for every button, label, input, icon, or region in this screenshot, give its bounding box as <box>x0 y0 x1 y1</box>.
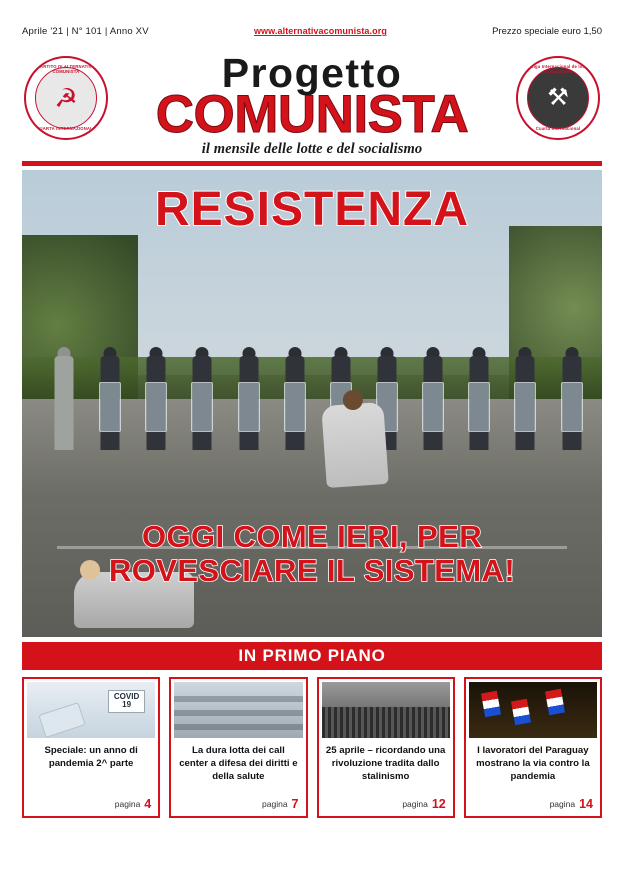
paraguay-protest-flags-photo <box>469 682 597 738</box>
police-officer <box>512 347 538 450</box>
flag-icon <box>481 691 501 717</box>
hero-subheadline-line2: ROVESCIARE IL SISTEMA! <box>108 553 516 589</box>
card-page-ref <box>24 797 158 816</box>
flag-icon <box>545 689 565 715</box>
lit-ci-logo <box>516 56 600 140</box>
police-officer <box>143 347 169 450</box>
card-headline: La dura lotta dei call center a difesa dei diritti e della salute <box>179 745 298 783</box>
page-number: 4 <box>144 797 152 811</box>
logo-outer-ring <box>24 56 108 140</box>
page-word: pagina <box>402 799 428 809</box>
price-label: Prezzo speciale euro 1,50 <box>492 25 602 37</box>
hammer-sickle-icon: ☭ <box>54 83 78 113</box>
issue-date: Aprile '21 | N° 101 | Anno XV <box>22 25 149 37</box>
police-officer <box>236 347 262 450</box>
hero-subheadline-line1: OGGI COME IERI, PER <box>141 518 483 554</box>
page-word: pagina <box>549 799 576 809</box>
police-officer <box>466 347 492 450</box>
title-comunista: COMUNISTA <box>155 84 469 144</box>
logo-outer-ring <box>516 56 600 140</box>
page-number: 7 <box>291 797 299 811</box>
logo-text-bottom: QUARTA INTERNAZIONALE <box>36 126 96 132</box>
hero-photo <box>22 170 602 637</box>
masthead <box>22 50 602 158</box>
masthead-subtitle: il mensile delle lotte e del socialismo <box>201 140 423 157</box>
title-block <box>114 50 510 158</box>
police-officer <box>51 347 77 450</box>
covid-vaccine-vial-photo <box>27 682 155 738</box>
page-word: pagina <box>114 799 141 809</box>
police-officer <box>559 347 585 450</box>
police-officer <box>97 347 123 450</box>
hero-subheadline <box>22 520 602 589</box>
hero-headline: RESISTENZA <box>154 183 470 236</box>
card-page-ref <box>319 797 453 816</box>
title-progetto: Progetto <box>221 50 403 96</box>
featured-card[interactable] <box>464 677 602 818</box>
featured-card[interactable] <box>169 677 307 818</box>
logo-text-top: Liga Internacional de los Trabajadores <box>530 64 586 74</box>
website-link[interactable]: www.alternativacomunista.org <box>253 26 387 36</box>
card-page-ref <box>466 797 600 816</box>
police-officer <box>282 347 308 450</box>
crowd-silhouette <box>322 707 450 738</box>
page-number: 14 <box>579 797 593 811</box>
featured-cards <box>22 677 602 818</box>
card-headline: 25 aprile – ricordando una rivoluzione tradita dallo stalinismo <box>325 745 446 783</box>
card-headline: Speciale: un anno di pandemia 2^ parte <box>44 745 138 770</box>
police-officer <box>189 347 215 450</box>
masthead-divider <box>22 161 602 166</box>
logo-text-bottom: Cuarta Internacional <box>535 126 581 132</box>
torch-icon: ⚒ <box>547 84 569 111</box>
covid-badge-line2: 19 <box>122 700 132 710</box>
page-number: 12 <box>431 797 446 811</box>
flag-icon <box>511 699 531 725</box>
covid-badge-line1: COVID <box>113 692 140 701</box>
page-word: pagina <box>262 799 288 809</box>
vaccine-vial-icon <box>38 702 85 738</box>
police-line <box>51 347 585 450</box>
in-primo-piano-label: IN PRIMO PIANO <box>238 646 386 665</box>
card-page-ref <box>171 797 305 816</box>
featured-card[interactable] <box>22 677 160 818</box>
in-primo-piano-band <box>22 642 602 670</box>
covid-badge <box>108 690 145 713</box>
featured-card[interactable] <box>317 677 455 818</box>
pdac-logo <box>24 56 108 140</box>
historic-crowd-bw-photo <box>322 682 450 738</box>
top-bar <box>22 0 602 48</box>
police-officer <box>420 347 446 450</box>
logo-text-top: PARTITO DI ALTERNATIVA COMUNISTA <box>37 64 95 74</box>
seated-protester <box>321 401 389 487</box>
call-center-office-photo <box>174 682 302 738</box>
card-headline: I lavoratori del Paraguay mostrano la via contro la pandemia <box>476 745 590 783</box>
